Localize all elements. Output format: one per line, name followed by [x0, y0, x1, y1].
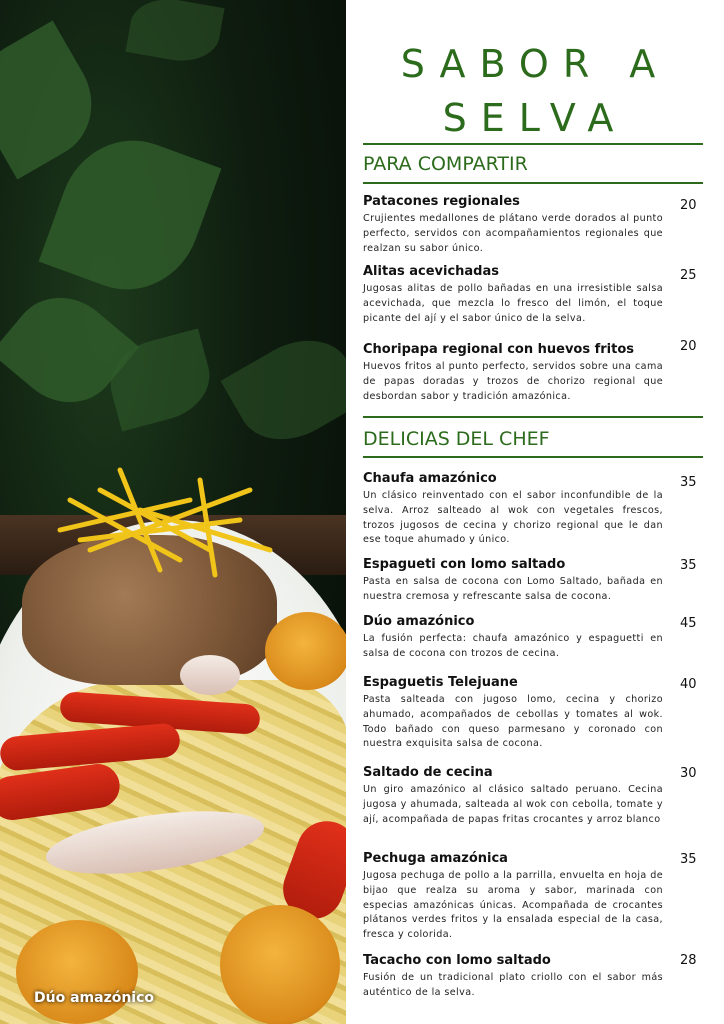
section-title-para-compartir: PARA COMPARTIR [363, 153, 528, 175]
food-photo [0, 0, 346, 1024]
menu-item-price: 25 [680, 268, 697, 283]
menu-item-name: Alitas acevichadas [363, 264, 499, 279]
menu-item-price: 20 [680, 339, 697, 354]
menu-item-description: Pasta en salsa de cocona con Lomo Saltado, bañada en nuestra cremosa y refrescante salsa de cocona. [363, 576, 663, 602]
menu-item [363, 675, 663, 752]
restaurant-name-line2: SELVA [442, 96, 628, 140]
menu-item-name: Choripapa regional con huevos fritos [363, 342, 635, 357]
menu-item-description: Un clásico reinventado con el sabor inconfundible de la selva. Arroz salteado al wok con vegetales frescos, trozos jugosos de cecina y chorizo regional que le dan ese toque ahumado y único. [363, 490, 663, 546]
menu-item-price: 35 [680, 852, 697, 867]
menu-item [363, 557, 663, 605]
menu-item-description: Un giro amazónico al clásico saltado peruano. Cecina jugosa y ahumada, salteada al wok con cebolla, tomate y ají, acompañada de papas fritas crocantes y arroz blanco [363, 784, 663, 825]
menu-item-price: 28 [680, 953, 697, 968]
menu-item-name: Pechuga amazónica [363, 851, 508, 866]
menu-item-description: Pasta salteada con jugoso lomo, cecina y chorizo ahumado, acompañados de cebollas y tomates al wok. Todo bañado con queso parmesano y coronado con nuestra exquisita salsa de cocona. [363, 694, 663, 750]
menu-item-description: Fusión de un tradicional plato criollo con el sabor más auténtico de la selva. [363, 972, 663, 998]
menu-item [363, 765, 663, 827]
menu-item-price: 35 [680, 558, 697, 573]
menu-item [363, 953, 663, 1001]
restaurant-name-line1: SABOR A [400, 42, 670, 86]
menu-panel [346, 0, 724, 1024]
menu-item-price: 45 [680, 616, 697, 631]
menu-item [363, 264, 663, 326]
divider [363, 416, 703, 418]
menu-item [363, 614, 663, 662]
menu-item [363, 342, 663, 404]
menu-item-price: 20 [680, 198, 697, 213]
menu-item-description: Crujientes medallones de plátano verde dorados al punto perfecto, servidos con acompañamientos regionales que realzan su sabor único. [363, 213, 663, 254]
menu-item-description: Huevos fritos al punto perfecto, servidos sobre una cama de papas doradas y trozos de chorizo regional que desbordan sabor y tradición amazónica. [363, 361, 663, 402]
menu-item-name: Espaguetis Telejuane [363, 675, 518, 690]
menu-item-description: Jugosas alitas de pollo bañadas en una irresistible salsa acevichada, que mezcla lo fresco del limón, el toque picante del ají y el sabor único de la selva. [363, 283, 663, 324]
divider [363, 456, 703, 458]
menu-item-description: La fusión perfecta: chaufa amazónico y espaguetti en salsa de cocona con trozos de cecina. [363, 633, 663, 659]
menu-item-name: Patacones regionales [363, 194, 520, 209]
onion-slice [180, 655, 240, 695]
menu-item-name: Tacacho con lomo saltado [363, 953, 551, 968]
leaf-decoration [125, 0, 224, 67]
menu-item-name: Espagueti con lomo saltado [363, 557, 566, 572]
divider [363, 182, 703, 184]
menu-item [363, 851, 663, 943]
menu-item-price: 30 [680, 766, 697, 781]
divider [363, 143, 703, 145]
menu-item [363, 194, 663, 256]
menu-item [363, 471, 663, 548]
menu-item-name: Dúo amazónico [363, 614, 475, 629]
fried-potato-strands [40, 460, 280, 580]
fried-plantain [265, 612, 346, 690]
photo-caption: Dúo amazónico [34, 990, 155, 1006]
menu-item-price: 35 [680, 475, 697, 490]
fried-plantain [220, 905, 340, 1024]
menu-item-price: 40 [680, 677, 697, 692]
fried-plantain [16, 920, 138, 1024]
menu-item-description: Jugosa pechuga de pollo a la parrilla, envuelta en hoja de bijao que realza su aroma y sabor, marinada con especias amazónicas únicas. Acompañada de crocantes plátanos verdes fritos y la ensalada especial de la casa, fresca y colorida. [363, 870, 663, 941]
leaf-decoration [221, 321, 346, 459]
menu-item-name: Saltado de cecina [363, 765, 493, 780]
menu-item-name: Chaufa amazónico [363, 471, 497, 486]
section-title-delicias-del-chef: DELICIAS DEL CHEF [363, 428, 550, 450]
